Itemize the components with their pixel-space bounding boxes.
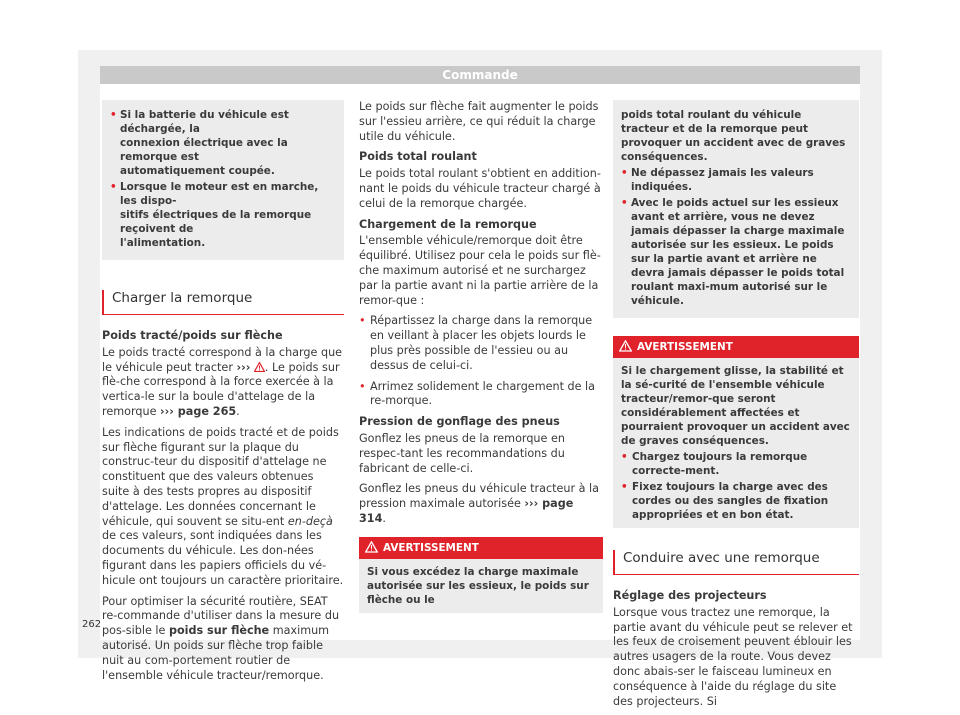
warning-triangle-icon [254, 362, 265, 372]
column-left [102, 100, 344, 689]
warning-item: • Fixez toujours la charge avec des cordes ou des sangles de fixation appropriées et en bon état. [621, 480, 851, 522]
list-item: • Arrimez solidement le chargement de la re-morque. [359, 380, 603, 410]
warning-continued-box: poids total roulant du véhicule tracteur et de la remorque peut provoquer un accident avec de graves conséquences. • Ne dépassez jamais les valeurs indiquées. • Avec le poids actuel sur les essieux avant et arrière, vous ne devez jamais dépasser la charge maximale autorisée sur les essieux. Le poids sur la partie avant et arrière ne devra jamais dépasser le poids total roulant maxi-mum autorisé sur le véhicule. [613, 100, 859, 318]
subheading: Pression de gonflage des pneus [359, 415, 560, 429]
warning-item: • Avec le poids actuel sur les essieux avant et arrière, vous ne devez jamais dépasser la charge maximale autorisée sur les essieux. Le poids sur la partie avant et arrière ne devra jamais dépasser le poids total roulant maxi-mum autorisé sur le véhicule. [621, 196, 851, 308]
paragraph: Pour optimiser la sécurité routière, SEAT re-commande d'utiliser dans la mesure du pos-sible le poids sur flèche maximum autorisé. Un poids sur flèche trop faible nuit au com-portement routier de l'ensemble véhicule tracteur/remorque. [102, 594, 340, 682]
paragraph: Gonflez les pneus du véhicule tracteur à la pression maximale autorisée ››› page 314. [359, 482, 600, 525]
paragraph: Lorsque vous tractez une remorque, la partie avant du véhicule peut se relever et les feux de croisement peuvent éblouir les autres usagers de la route. Vous devez donc abais-ser le faisceau lumineux en conséquence à l'aide du réglage du site des projecteurs. Si [613, 605, 853, 708]
subheading: Poids tracté/poids sur flèche [102, 329, 283, 342]
paragraph: Le poids sur flèche fait augmenter le poids sur l'essieu arrière, ce qui réduit la charge utile du véhicule. [359, 100, 599, 143]
paragraph: Le poids total roulant s'obtient en addition-nant le poids du véhicule tracteur chargé à celui de la remorque chargée. [359, 167, 601, 210]
note-item: • Si la batterie du véhicule est déchargée, la connexion électrique avec la remorque est automatiquement coupée. [110, 108, 336, 178]
subheading: Réglage des projecteurs [613, 589, 767, 602]
warning-item: • Ne dépassez jamais les valeurs indiquées. [621, 166, 851, 194]
warning-header: AVERTISSEMENT [359, 537, 603, 559]
column-right [613, 100, 859, 715]
warning-header: AVERTISSEMENT [613, 336, 859, 358]
section-title-charger: Charger la remorque [102, 290, 344, 315]
page-header: Commande [100, 66, 860, 84]
warning-triangle-icon [619, 340, 632, 352]
warning-body: Si vous excédez la charge maximale autorisée sur les essieux, le poids sur flèche ou le [359, 559, 603, 613]
paragraph: Gonflez les pneus de la remorque en respec-tant les recommandations du fabricant de celle-ci. [359, 431, 565, 475]
note-box [102, 100, 344, 260]
warning-body: Si le chargement glisse, la stabilité et la sé-curité de l'ensemble véhicule tracteur/remor-que seront considérablement affectées et pourraient provoquer un accident avec de graves conséquences. • Chargez toujours la remorque correcte-ment. • Fixez toujours la charge avec des cordes ou des sangles de fixation appropriées et en bon état. [613, 358, 859, 528]
paragraph: L'ensemble véhicule/remorque doit être équilibré. Utilisez pour cela le poids sur flè-che maximum autorisé et ne surchargez par la partie avant ni la partie arrière de la remor-que : [359, 234, 601, 307]
paragraph: Le poids tracté correspond à la charge que le véhicule peut tracter ››› . Le poids sur flè-che correspond à la force exercée à la vertica-le sur la boule d'attelage de la remorque ››› page 265. [102, 345, 343, 418]
page-link-265[interactable]: ››› page 265 [160, 404, 237, 418]
warning-triangle-icon [365, 541, 378, 553]
paragraph: Les indications de poids tracté et de poids sur flèche figurant sur la plaque du construc-teur du dispositif d'attelage ne constituent que des valeurs obtenues suite à des tests propres au dispositif d'attelage. Les données concernant le véhicule, qui souvent se situ-ent en-deçà de ces valeurs, sont indiquées dans les documents du véhicule. Les don-nées figurant dans les papiers officiels du vé-hicule ont toujours un caractère prioritaire. [102, 425, 344, 587]
page-number: 262 [82, 619, 102, 630]
column-middle [359, 100, 603, 613]
list-item: • Répartissez la charge dans la remorque en veillant à placer les objets lourds le plus près possible de l'essieu ou au dessus de celui-ci. [359, 314, 603, 373]
section-title-conduire: Conduire avec une remorque [613, 550, 859, 575]
subheading: Chargement de la remorque [359, 217, 537, 231]
subheading: Poids total roulant [359, 150, 477, 164]
warning-item: • Chargez toujours la remorque correcte-ment. [621, 450, 851, 478]
note-item: • Lorsque le moteur est en marche, les dispo- sitifs électriques de la remorque reçoivent de l'alimentation. [110, 180, 336, 250]
page-link-314[interactable]: ››› page 314 [359, 497, 574, 525]
cross-reference-arrow[interactable]: ››› [236, 360, 251, 374]
